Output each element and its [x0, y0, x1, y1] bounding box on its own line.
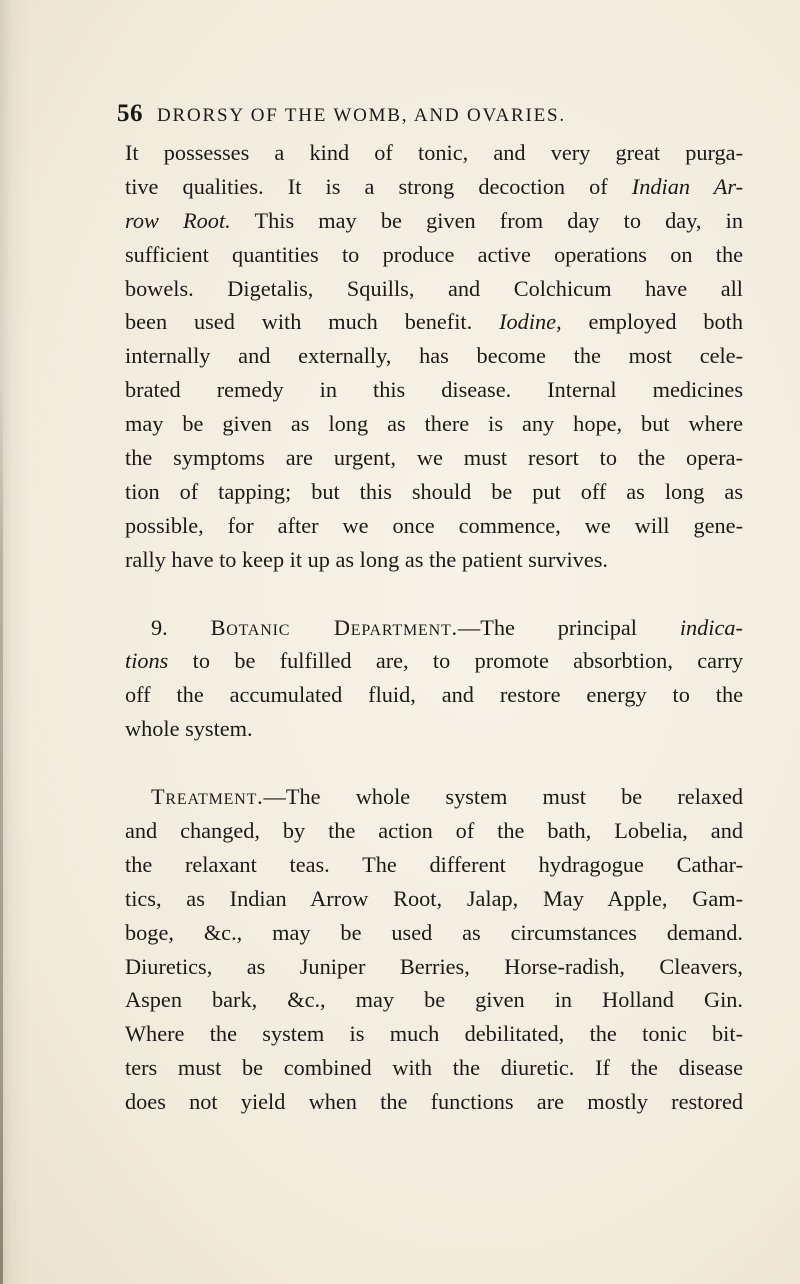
text-run: employed both — [561, 309, 744, 335]
text-run: The whole system must be relaxed — [285, 784, 743, 810]
page-body — [125, 136, 743, 1119]
text-line: off the accumulated fluid, and restore energy to the — [125, 682, 743, 708]
text-line — [125, 644, 743, 678]
text-line: tics, as Indian Arrow Root, Jalap, May Apple, Gam- — [125, 885, 743, 911]
text-line: boge, &c., may be used as circumstances demand. — [125, 919, 743, 945]
text-line: bowels. Digetalis, Squills, and Colchicum have all — [125, 275, 743, 301]
text-run: tive qualities. It is a strong decoction of — [125, 173, 608, 199]
italic-term: Iodine, — [499, 309, 562, 335]
section-number: 9. — [151, 614, 168, 640]
text-run: This may be given from day to day, in — [230, 207, 743, 233]
text-run: been used with much benefit. — [125, 309, 473, 335]
text-line — [125, 170, 743, 204]
text-line: It possesses a kind of tonic, and very great purga- — [125, 140, 743, 165]
text-line: whole system. — [125, 716, 253, 742]
text-line: internally and externally, has become the most cele- — [125, 343, 743, 369]
text-run: to be fulfilled are, to promote absorbtion, carry — [168, 648, 743, 674]
text-line: sufficient quantities to produce active operations on the — [125, 241, 743, 267]
section-heading: Treatment. — [151, 784, 264, 810]
text-line: rally have to keep it up as long as the patient survives. — [125, 546, 608, 572]
text-line: Where the system is much debilitated, the tonic bit- — [125, 1021, 743, 1047]
text-line: Aspen bark, &c., may be given in Holland Gin. — [125, 987, 743, 1013]
paragraph-spacer — [125, 746, 743, 780]
page-number: 56 — [117, 100, 143, 127]
text-line — [125, 611, 743, 645]
em-dash: — — [457, 614, 481, 640]
text-line: possible, for after we once commence, we will gene- — [125, 512, 743, 538]
text-run: The principal — [480, 614, 637, 640]
page-header — [117, 100, 757, 136]
page-gutter-shadow — [0, 380, 3, 1284]
text-line: tion of tapping; but this should be put off as long as — [125, 478, 743, 504]
italic-term: tions — [125, 648, 169, 674]
paragraph-treatment — [125, 780, 743, 1119]
em-dash: — — [263, 784, 286, 810]
italic-term: row Root. — [125, 207, 231, 233]
running-head: DRORSY OF THE WOMB, AND OVARIES. — [157, 105, 566, 126]
text-line: the symptoms are urgent, we must resort to the opera- — [125, 445, 743, 471]
text-line: does not yield when the functions are mostly restored — [125, 1089, 743, 1115]
text-line: brated remedy in this disease. Internal medicines — [125, 377, 743, 403]
italic-term: Indian Ar- — [631, 173, 743, 199]
paragraph-tonic — [125, 136, 743, 577]
text-line — [125, 204, 743, 238]
text-line — [125, 305, 743, 339]
paragraph-botanic-department — [125, 611, 743, 747]
text-line: the relaxant teas. The different hydragogue Cathar- — [125, 851, 743, 877]
text-line: ters must be combined with the diuretic. If the disease — [125, 1055, 743, 1081]
italic-term: indica- — [679, 614, 743, 640]
text-line: Diuretics, as Juniper Berries, Horse-radish, Cleavers, — [125, 953, 743, 979]
paragraph-spacer — [125, 577, 743, 611]
text-line: may be given as long as there is any hope, but where — [125, 411, 743, 437]
text-line — [125, 780, 743, 814]
text-line: and changed, by the action of the bath, Lobelia, and — [125, 818, 743, 844]
section-heading: Botanic Department. — [210, 614, 458, 640]
